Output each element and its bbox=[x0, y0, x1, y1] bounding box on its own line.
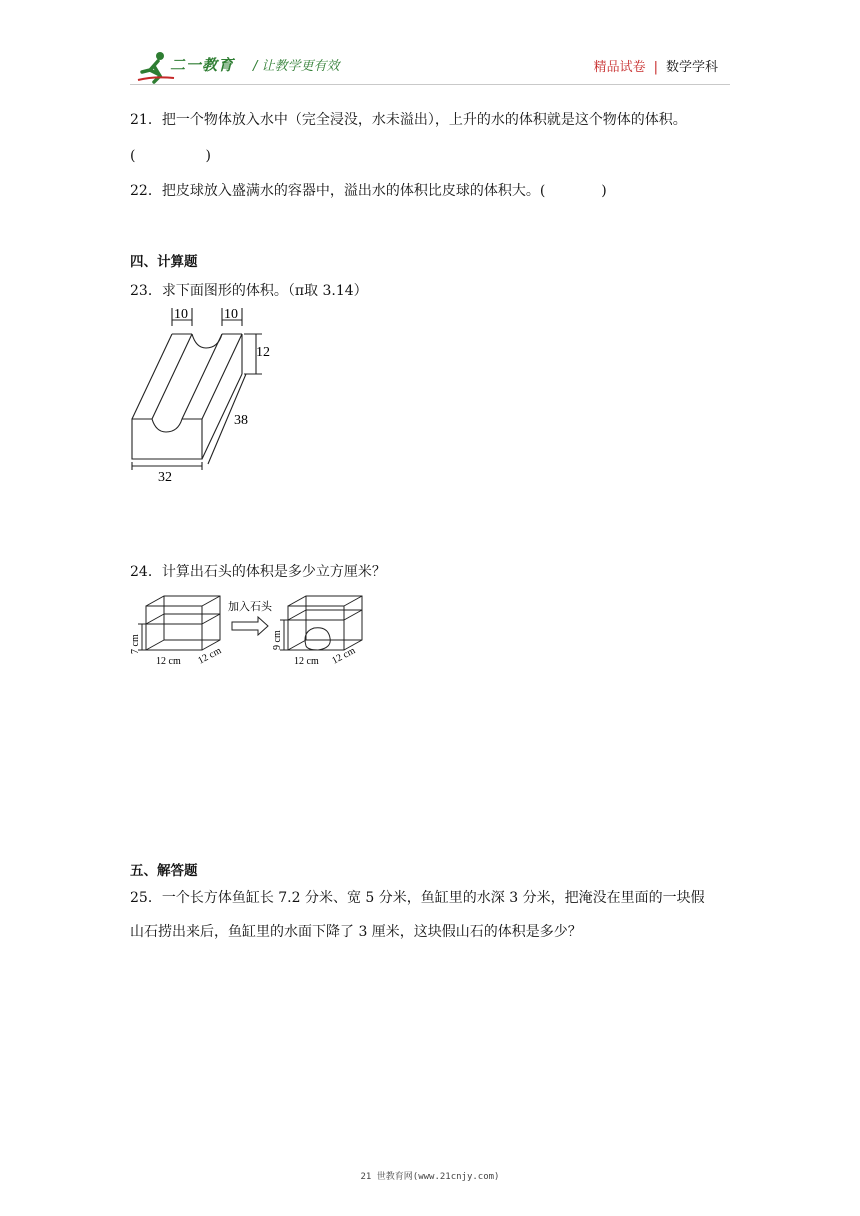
page-footer: 21 世教育网(www.21cnjy.com) bbox=[360, 1172, 500, 1182]
left-width-label: 12 cm bbox=[156, 656, 181, 667]
question-21-answer-blank: ( ) bbox=[130, 148, 211, 164]
left-height-label: 7 cm bbox=[130, 634, 141, 654]
dim-label-left-top: 10 bbox=[174, 307, 188, 322]
section-4-title: 四、计算题 bbox=[130, 254, 198, 270]
right-width-label: 12 cm bbox=[294, 656, 319, 667]
header-subject bbox=[594, 56, 718, 75]
question-22: 22．把皮球放入盛满水的容器中，溢出水的体积比皮球的体积大。( ) bbox=[130, 183, 607, 199]
arrow-label: 加入石头 bbox=[228, 600, 272, 613]
dim-label-right-top: 10 bbox=[224, 307, 238, 322]
dim-label-depth: 38 bbox=[234, 413, 248, 428]
question-23: 23．求下面图形的体积。（π取 3.14） bbox=[130, 283, 368, 299]
slogan: / 让教学更有效 bbox=[253, 59, 340, 74]
dim-label-height: 12 bbox=[256, 345, 270, 360]
trough-figure bbox=[126, 304, 286, 488]
header-label-subject: 数学学科 bbox=[665, 60, 718, 75]
question-21-line1: 21．把一个物体放入水中（完全浸没，水未溢出），上升的水的体积就是这个物体的体积。 bbox=[130, 112, 687, 128]
question-25-line1: 25．一个长方体鱼缸长 7.2 分米、宽 5 分米，鱼缸里的水深 3 分米，把淹没在里面的一块假 bbox=[130, 890, 705, 906]
page-header bbox=[0, 0, 860, 92]
header-divider bbox=[130, 84, 730, 85]
stone-displacement-figure bbox=[128, 592, 378, 672]
dim-label-width: 32 bbox=[158, 470, 172, 485]
header-separator: | bbox=[653, 60, 658, 75]
section-5-title: 五、解答题 bbox=[130, 863, 198, 879]
question-24: 24．计算出石头的体积是多少立方厘米？ bbox=[130, 564, 386, 580]
logo-text: 二一教育 bbox=[170, 56, 235, 74]
question-25-line2: 山石捞出来后，鱼缸里的水面下降了 3 厘米，这块假山石的体积是多少？ bbox=[130, 924, 582, 940]
header-label-premium: 精品试卷 bbox=[593, 60, 646, 75]
right-depth-label: 12 cm bbox=[330, 645, 358, 667]
left-depth-label: 12 cm bbox=[196, 645, 224, 667]
right-height-label: 9 cm bbox=[272, 630, 283, 650]
